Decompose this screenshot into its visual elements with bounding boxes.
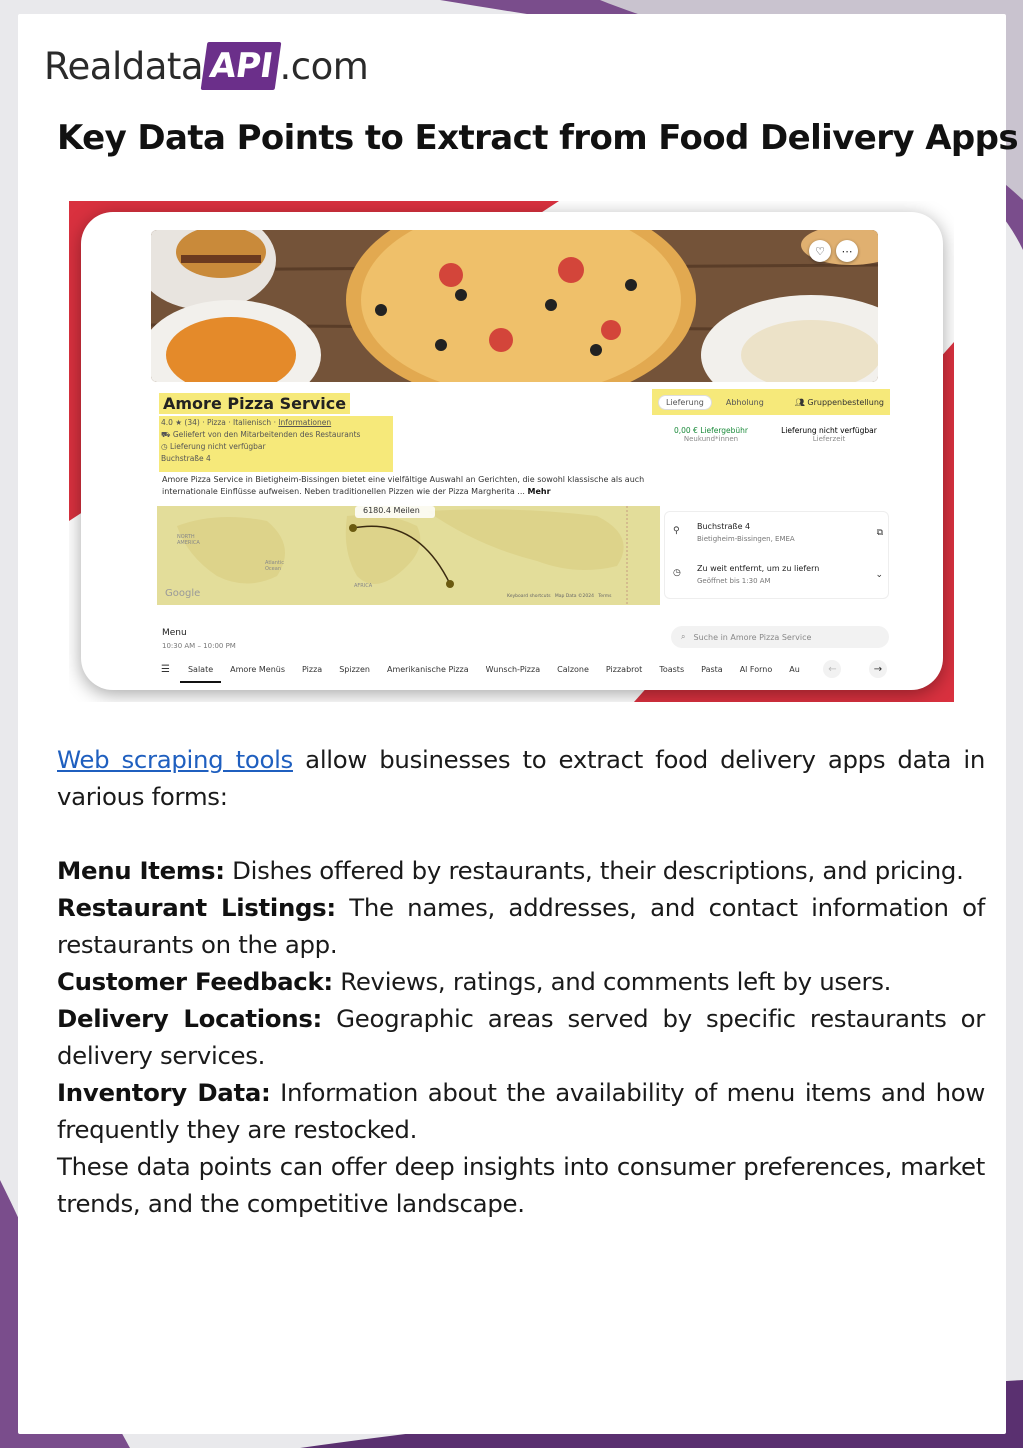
delivery-status: Lieferung nicht verfügbar [781,426,877,435]
map-label-na: NORTH AMERICA [177,534,200,546]
tab-amore-menus[interactable]: Amore Menüs [230,664,286,674]
intro-text: allow businesses to extract food delivery apps data in various forms: [57,745,986,811]
point-text: Geographic areas served by specific restaurants or delivery services. [57,1004,985,1070]
delivery-map[interactable] [157,506,660,605]
tab-pizzabrot[interactable]: Pizzabrot [605,664,643,674]
intro-paragraph [57,741,985,815]
tab-pizza[interactable]: Pizza [302,664,323,674]
map-distance: 6180.4 Meilen [363,506,420,515]
tab-amerikanische-pizza[interactable]: Amerikanische Pizza [386,664,469,674]
street: Buchstraße 4 [161,454,211,463]
address-sub: Bietigheim-Bissingen, EMEA [697,535,795,543]
realdataapi-logo[interactable] [44,40,368,92]
description-text: Amore Pizza Service in Bietigheim-Bissingen bietet eine vielfältige Auswahl an Gerichten, die sowohl klassische als auch internationale Einflüsse aufweisen. Neben traditionellen Pizzen wie der Pizza Margherita ... [162,475,645,496]
point-label: Restaurant Listings: [57,893,336,922]
delivery-unavailable: Lieferung nicht verfügbar [169,442,266,451]
web-scraping-tools-link[interactable]: Web scraping tools [57,745,293,774]
arrow-left-icon[interactable]: ← [823,660,841,678]
logo-text-pre: Realdata [44,44,204,88]
map-label-ocean: Atlantic Ocean [265,560,285,572]
delivery-fee-sub: Neukund*innen [683,435,739,443]
data-points-list [57,852,985,1222]
restaurant-name: Amore Pizza Service [159,393,350,414]
arrow-right-icon[interactable]: → [869,660,887,678]
google-logo: Google [165,588,201,599]
copy-icon[interactable]: ⧉ [876,528,883,538]
menu-search-input[interactable] [671,626,889,648]
logo-text-post: .com [279,44,369,88]
tab-calzone[interactable]: Calzone [557,664,589,674]
point-text: Dishes offered by restaurants, their descriptions, and pricing. [224,856,964,885]
tab-wunsch-pizza[interactable]: Wunsch-Pizza [485,664,541,674]
heart-icon[interactable]: ♡ [809,240,831,262]
point-label: Menu Items: [57,856,225,885]
tab-pickup[interactable]: Abholung [725,397,764,407]
location-pin-icon: ⚲ [673,526,680,536]
delivered-by: Geliefert von den Mitarbeitenden des Restaurants [172,430,361,439]
point-label: Customer Feedback: [57,967,333,996]
map-footer: Keyboard shortcuts Map Data ©2024 Terms [507,594,612,599]
conclusion: These data points can offer deep insights into consumer preferences, market trends, and the competitive landscape. [57,1152,985,1218]
delivery-fee: 0,00 € Liefergebühr [673,426,749,435]
chevron-down-icon[interactable]: ⌄ [875,570,883,580]
list-icon[interactable]: ☰ [161,663,170,675]
info-link[interactable]: Informationen [278,418,332,427]
logo-api-box: API [201,42,282,90]
map-label-africa: AFRICA [354,583,373,589]
tab-pasta[interactable]: Pasta [701,664,723,674]
order-mode-bar [652,389,890,415]
delivery-status-sub: Lieferzeit [812,435,846,443]
point-text: Reviews, ratings, and comments left by users. [332,967,892,996]
more-link[interactable]: Mehr [527,487,551,496]
tab-al-forno[interactable]: Al Forno [739,664,773,674]
group-icon: 👥︎ [794,397,808,407]
tab-spizzen[interactable]: Spizzen [339,664,370,674]
menu-hours: 10:30 AM – 10:00 PM [162,642,236,650]
more-icon[interactable]: ⋯ [836,240,858,262]
point-label: Delivery Locations: [57,1004,323,1033]
address-card [664,511,889,599]
delivery-info [652,421,888,457]
address-title: Buchstraße 4 [697,522,751,531]
open-until: Geöffnet bis 1:30 AM [697,577,771,585]
restaurant-hero-image [151,230,878,382]
menu-title: Menu [162,628,187,638]
list-item [57,1000,985,1074]
search-icon: ⌕ [681,632,686,641]
list-item [57,963,985,1000]
group-order-button[interactable] [795,398,884,407]
tab-au[interactable]: Au [789,664,800,674]
point-label: Inventory Data: [57,1078,271,1107]
clock-icon: ◷ [161,442,170,451]
list-item [57,1074,985,1148]
list-item [57,889,985,963]
restaurant-description [162,474,662,498]
rating-line: 4.0 ★ (34) · Pizza · Italienisch · [161,418,279,427]
device-frame [81,212,943,690]
page-title: Key Data Points to Extract from Food Delivery Apps [57,118,1019,158]
delivered-by-icon: ⛟ [161,430,173,439]
app-screenshot [69,201,954,702]
group-order-label: Gruppenbestellung [807,397,884,407]
too-far-text: Zu weit entfernt, um zu liefern [697,564,820,573]
restaurant-meta [159,416,393,472]
point-text: The names, addresses, and contact information of restaurants on the app. [57,893,985,959]
tab-delivery[interactable]: Lieferung [658,395,712,410]
clock-icon: ◷ [673,568,681,578]
search-placeholder: Suche in Amore Pizza Service [693,632,812,642]
menu-tabs [161,658,891,680]
tab-salate[interactable]: Salate [187,664,214,674]
tab-toasts[interactable]: Toasts [659,664,685,674]
point-text: Information about the availability of menu items and how frequently they are restocked. [57,1078,985,1144]
list-item [57,852,985,889]
